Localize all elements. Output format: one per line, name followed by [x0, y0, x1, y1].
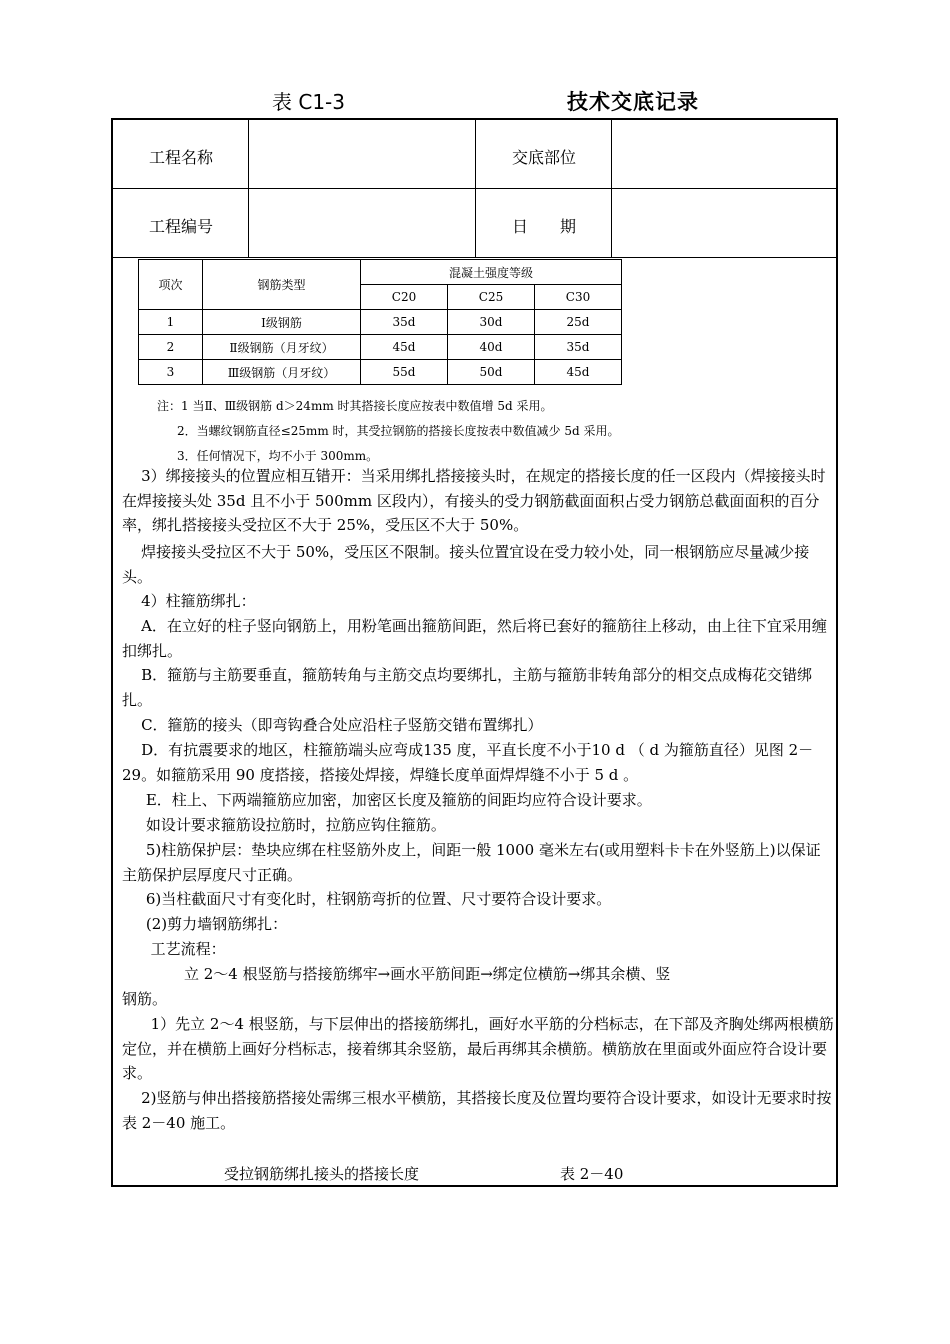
table-header-type: 钢筋类型: [203, 260, 361, 310]
body-paragraph: 钢筋。: [122, 990, 168, 1008]
table-cell: 3: [139, 360, 203, 385]
table-cell: 35d: [535, 335, 622, 360]
table-header-item: 项次: [139, 260, 203, 310]
body-paragraph: A．在立好的柱子竖向钢筋上，用粉笔画出箍筋间距，然后将已套好的箍筋往上移动，由上往下宜采用缠扣绑扎。: [122, 617, 827, 660]
table-cell: 45d: [361, 335, 448, 360]
body-paragraph: 如设计要求箍筋设拉筋时，拉筋应钩住箍筋。: [122, 816, 446, 834]
table-note-1: 注：1 当Ⅱ、Ⅲ级钢筋 d＞24mm 时其搭接长度应按表中数值增 5d 采用。: [157, 399, 553, 413]
project-name-label: 工程名称: [149, 148, 214, 167]
table-note-3: 3．任何情况下，均不小于 300mm。: [177, 449, 379, 463]
body-paragraph: D．有抗震要求的地区，柱箍筋端头应弯成135 度，平直长度不小于10 d （ d 为箍筋直径）见图 2－29。如箍筋采用 90 度搭接，搭接处焊接，焊缝长度单面焊焊缝不小于 5 d 。: [122, 741, 814, 784]
table-header-grade: 混凝土强度等级: [361, 260, 622, 285]
divider: [248, 120, 249, 257]
table-row: [139, 310, 622, 335]
divider: [113, 257, 836, 258]
table-header-c20: C20: [361, 285, 448, 310]
divider: [611, 120, 612, 257]
table-cell: 2: [139, 335, 203, 360]
body-paragraph: C．箍筋的接头（即弯钩叠合处应沿柱子竖筋交错布置绑扎）: [122, 716, 543, 734]
lap-length-table: [138, 259, 622, 385]
body-paragraph: 2)竖筋与伸出搭接筋搭接处需绑三根水平横筋，其搭接长度及位置均要符合设计要求，如设计无要求时按表 2－40 施工。: [122, 1089, 832, 1132]
table-header-c30: C30: [535, 285, 622, 310]
table-caption: 受拉钢筋绑扎接头的搭接长度: [224, 1165, 420, 1183]
table-cell: 25d: [535, 310, 622, 335]
table-note-2: 2．当螺纹钢筋直径≤25mm 时，其受拉钢筋的搭接长度按表中数值减少 5d 采用。: [177, 424, 620, 438]
date-label: 日 期: [512, 217, 577, 236]
location-label: 交底部位: [512, 148, 577, 167]
page-title: 技术交底记录: [567, 90, 699, 114]
body-paragraph: 立 2～4 根竖筋与搭接筋绑牢→画水平筋间距→绑定位横筋→绑其余横、竖: [122, 965, 671, 983]
table-row: [139, 335, 622, 360]
table-cell: Ⅱ级钢筋（月牙纹）: [203, 335, 361, 360]
body-paragraph: 3）绑接接头的位置应相互错开：当采用绑扎搭接接头时，在规定的搭接长度的任一区段内（焊接接头时在焊接接头处 35d 且不小于 500mm 区段内），有接头的受力钢筋截面面积占受力钢筋总截面面积的百分率，绑扎搭接接头受拉区不大于 25%，受压区不大于 50%。: [122, 467, 826, 535]
body-paragraph: 焊接接头受拉区不大于 50%，受压区不限制。接头位置宜设在受力较小处，同一根钢筋应尽量减少接头。: [122, 543, 810, 586]
body-paragraph: 6)当柱截面尺寸有变化时，柱钢筋弯折的位置、尺寸要符合设计要求。: [122, 890, 612, 908]
body-paragraph: 4）柱箍筋绑扎：: [122, 592, 256, 610]
body-paragraph: B．箍筋与主筋要垂直，箍筋转角与主筋交点均要绑扎，主筋与箍筋非转角部分的相交点成梅花交错绑扎。: [122, 666, 813, 709]
table-cell: Ⅲ级钢筋（月牙纹）: [203, 360, 361, 385]
table-reference: 表 2－40: [560, 1165, 624, 1183]
table-cell: Ⅰ级钢筋: [203, 310, 361, 335]
project-no-label: 工程编号: [149, 217, 214, 236]
table-cell: 45d: [535, 360, 622, 385]
table-cell: 30d: [448, 310, 535, 335]
body-paragraph: (2)剪力墙钢筋绑扎：: [122, 915, 288, 933]
body-paragraph: E．柱上、下两端箍筋应加密，加密区长度及箍筋的间距均应符合设计要求。: [122, 791, 652, 809]
body-paragraph: 工艺流程：: [122, 940, 226, 958]
table-cell: 40d: [448, 335, 535, 360]
divider: [475, 120, 476, 257]
table-header-c25: C25: [448, 285, 535, 310]
form-code: 表 C1-3: [272, 90, 345, 114]
table-cell: 50d: [448, 360, 535, 385]
table-row: [139, 360, 622, 385]
table-cell: 1: [139, 310, 203, 335]
body-paragraph: 1）先立 2～4 根竖筋，与下层伸出的搭接筋绑扎，画好水平筋的分档标志，在下部及齐胸处绑两根横筋定位，并在横筋上画好分档标志，接着绑其余竖筋，最后再绑其余横筋。横筋放在里面或外面应符合设计要求。: [122, 1015, 834, 1083]
body-paragraph: 5)柱筋保护层：垫块应绑在柱竖筋外皮上，间距一般 1000 毫米左右(或用塑料卡卡在外竖筋上)以保证主筋保护层厚度尺寸正确。: [122, 841, 821, 884]
table-cell: 35d: [361, 310, 448, 335]
table-cell: 55d: [361, 360, 448, 385]
